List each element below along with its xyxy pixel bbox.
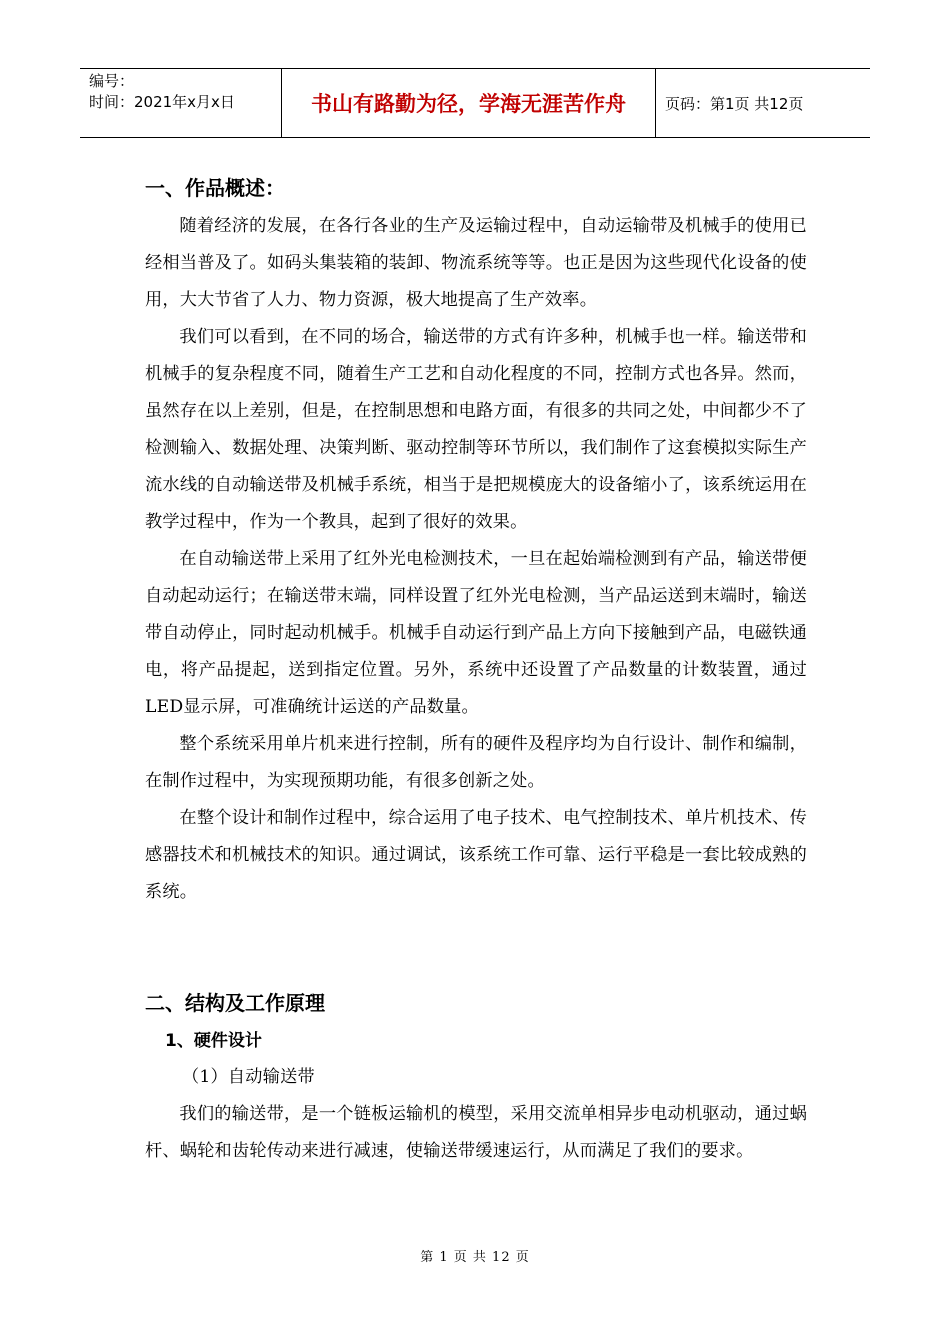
header-motto: 书山有路勤为径，学海无涯苦作舟: [282, 69, 656, 137]
header-meta: [80, 69, 282, 137]
page-footer: 第 1 页 共 12 页: [420, 1250, 530, 1265]
section1-title: 一、作品概述：: [145, 176, 285, 200]
section1-paragraph-5: 在整个设计和制作过程中，综合运用了电子技术、电气控制技术、单片机技术、传感器技术和机械技术的知识。通过调试，该系统工作可靠、运行平稳是一套比较成熟的系统。: [145, 808, 807, 902]
page-header: [80, 68, 870, 138]
number-label: 编号：: [89, 72, 135, 90]
header-page-info: 页码：第1页 共12页: [665, 94, 804, 113]
section-gap: [145, 911, 807, 983]
section2-title: 二、结构及工作原理: [145, 991, 325, 1015]
section1-paragraph-1: 随着经济的发展，在各行各业的生产及运输过程中，自动运输带及机械手的使用已经相当普及了。如码头集装箱的装卸、物流系统等等。也正是因为这些现代化设备的使用，大大节省了人力、物力资源，极大地提高了生产效率。: [145, 216, 807, 310]
section1-paragraph-3: 在自动输送带上采用了红外光电检测技术，一旦在起始端检测到有产品，输送带便自动起动运行；在输送带末端，同样设置了红外光电检测，当产品运送到末端时，输送带自动停止，同时起动机械手。机械手自动运行到产品上方向下接触到产品，电磁铁通电，将产品提起，送到指定位置。另外，系统中还设置了产品数量的计数装置，通过LED显示屏，可准确统计运送的产品数量。: [145, 549, 807, 717]
section2-subtitle: 1、硬件设计: [165, 1031, 262, 1051]
section1-paragraph-2: 我们可以看到，在不同的场合，输送带的方式有许多种，机械手也一样。输送带和机械手的复杂程度不同，随着生产工艺和自动化程度的不同，控制方式也各异。然而，虽然存在以上差别，但是，在控制思想和电路方面，有很多的共同之处，中间都少不了检测输入、数据处理、决策判断、驱动控制等环节所以，我们制作了这套模拟实际生产流水线的自动输送带及机械手系统，相当于是把规模庞大的设备缩小了，该系统运用在教学过程中，作为一个教具，起到了很好的效果。: [145, 327, 807, 532]
section1-paragraph-4: 整个系统采用单片机来进行控制，所有的硬件及程序均为自行设计、制作和编制，在制作过程中，为实现预期功能，有很多创新之处。: [145, 734, 807, 791]
document-body: [145, 168, 807, 1170]
section2-paragraph-1: 我们的输送带，是一个链板运输机的模型，采用交流单相异步电动机驱动，通过蜗杆、蜗轮和齿轮传动来进行减速，使输送带缓速运行，从而满足了我们的要求。: [145, 1104, 807, 1161]
time-label: 时间：2021年x月x日: [89, 93, 235, 111]
section2-sub-item: （1）自动输送带: [182, 1067, 315, 1087]
